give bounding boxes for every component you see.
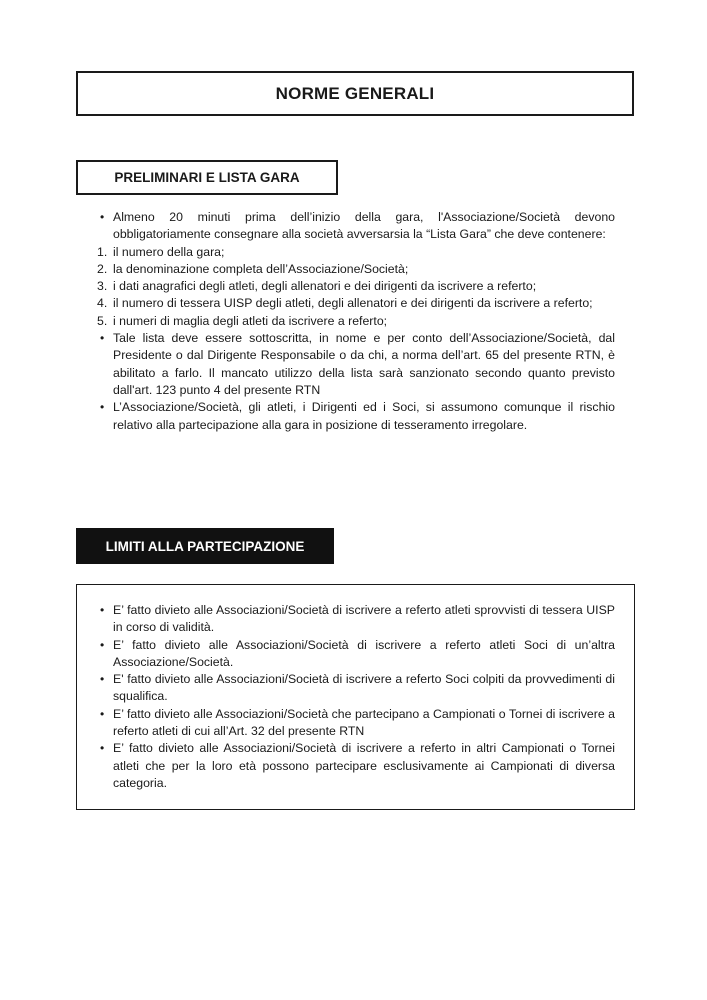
list-item (98, 330, 615, 399)
list-item (98, 209, 615, 244)
list-item-text: E’ fatto divieto alle Associazioni/Società di iscrivere a referto in altri Campionati o Tornei atleti che per la loro età possono partecipare esclusivamente ai Campionati di diversa categoria. (113, 741, 615, 790)
bullet-marker: • (100, 741, 105, 756)
list-item-text: il numero della gara; (113, 244, 225, 259)
section-heading-limiti: LIMITI ALLA PARTECIPAZIONE (76, 528, 334, 564)
section-heading-preliminari: PRELIMINARI E LISTA GARA (76, 160, 338, 195)
bullet-marker: • (100, 637, 105, 652)
list-item-text: Tale lista deve essere sottoscritta, in nome e per conto dell’Associazione/Società, dal Presidente o dal Dirigente Responsabile o da chi, a norma dell’art. 65 del presente RTN, è abilitato a farlo. Il mancato utilizzo della lista sarà sanzionato secondo quanto previsto dall'art. 123 punto 4 del presente RTN (113, 331, 615, 397)
section-preliminari-list (98, 209, 615, 434)
list-item-text: il numero di tessera UISP degli atleti, degli allenatori e dei dirigenti da iscrivere a referto; (113, 296, 593, 311)
list-item-text: E' fatto divieto alle Associazioni/Società di iscrivere a referto Soci colpiti da provvedimenti di squalifica. (113, 672, 615, 704)
list-item (98, 602, 615, 637)
number-marker: 2. (97, 261, 108, 276)
number-marker: 4. (97, 296, 108, 311)
number-marker: 5. (97, 313, 108, 328)
list-item (98, 671, 615, 706)
list-item-text: E’ fatto divieto alle Associazioni/Società che partecipano a Campionati o Tornei di iscrivere a referto atleti di cui all’Art. 32 del presente RTN (113, 706, 615, 739)
list-item (98, 313, 615, 330)
bullet-marker: • (100, 210, 105, 224)
list-item (98, 244, 615, 261)
list-item-text: L’Associazione/Società, gli atleti, i Dirigenti ed i Soci, si assumono comunque il rischio relativo alla partecipazione alla gara in posizione di tesseramento irregolare. (113, 400, 615, 432)
list-item-text: i numeri di maglia degli atleti da iscrivere a referto; (113, 313, 388, 328)
list-item-text: i dati anagrafici degli atleti, degli allenatori e dei dirigenti da iscrivere a referto; (113, 279, 537, 294)
list-item (98, 261, 615, 278)
section-limiti-list (98, 602, 615, 792)
bullet-marker: • (100, 706, 105, 721)
list-item (98, 740, 615, 792)
bullet-marker: • (100, 672, 105, 687)
list-item-text: la denominazione completa dell’Associazione/Società; (113, 261, 409, 276)
number-marker: 3. (97, 279, 108, 294)
list-item (98, 706, 615, 741)
list-item-text: Almeno 20 minuti prima dell’inizio della gara, l'Associazione/Società devono obbligatoriamente consegnare alla società avversarsia la “Lista Gara” che deve contenere: (113, 210, 615, 242)
bullet-marker: • (100, 400, 105, 415)
bullet-marker: • (100, 603, 105, 617)
list-item (98, 637, 615, 672)
list-item-text: E’ fatto divieto alle Associazioni/Società di iscrivere a referto atleti sprovvisti di tessera UISP in corso di validità. (113, 603, 615, 635)
list-item (98, 278, 615, 295)
page-title: NORME GENERALI (76, 71, 634, 116)
bullet-marker: • (100, 331, 105, 346)
list-item (98, 295, 615, 312)
list-item-text: E’ fatto divieto alle Associazioni/Società di iscrivere a referto atleti Soci di un’altra Associazione/Società. (113, 637, 615, 669)
list-item (98, 399, 615, 434)
number-marker: 1. (97, 244, 108, 259)
